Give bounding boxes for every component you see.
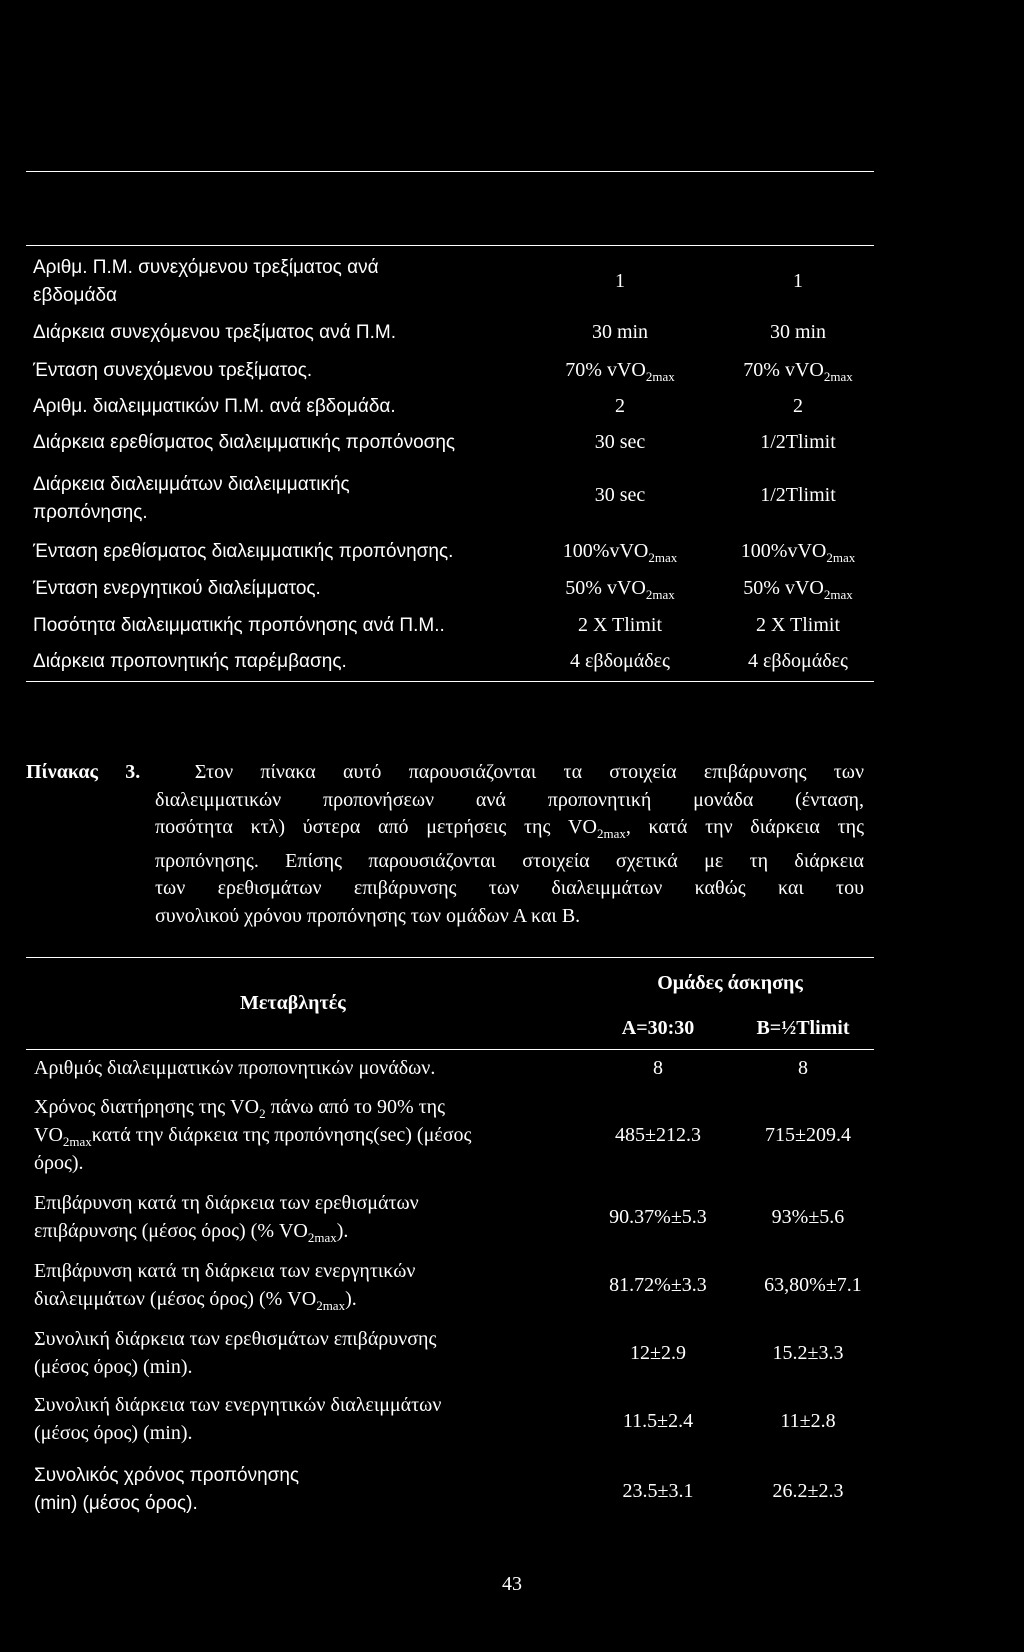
table1-row-label: Ένταση ερεθίσματος διαλειμματικής προπόνησης. bbox=[33, 541, 454, 562]
table1-row-label: Ποσότητα διαλειμματικής προπόνησης ανά Π.Μ.. bbox=[33, 615, 445, 636]
table1-cell-a: 1 bbox=[615, 270, 625, 292]
table2-cell-a: 23.5±3.1 bbox=[622, 1480, 694, 1502]
label-text: κατά την διάρκεια της προπόνησης(sec) (μέσος bbox=[91, 1124, 472, 1146]
caption-text: , κατά την διάρκεια της bbox=[625, 816, 864, 838]
table1-cell-a: 2 X Tlimit bbox=[577, 614, 663, 636]
subscript: 2max bbox=[823, 587, 853, 602]
table1-cell-a: 2 bbox=[615, 395, 625, 417]
caption-text: Στον πίνακα αυτό παρουσιάζονται τα στοιχεία επιβάρυνσης των bbox=[194, 761, 865, 783]
table2-row-label: Συνολική διάρκεια των ερεθισμάτων επιβάρυνσης bbox=[34, 1328, 437, 1350]
group-a-header: Α=30:30 bbox=[621, 1017, 695, 1039]
table2-cell-a: 81.72%±3.3 bbox=[609, 1274, 707, 1296]
caption-line bbox=[26, 759, 864, 787]
table2-cell-b: 8 bbox=[798, 1057, 808, 1079]
subscript: 2 bbox=[259, 1106, 266, 1121]
table1-row-label: Διάρκεια συνεχόμενου τρεξίματος ανά Π.Μ. bbox=[33, 322, 396, 343]
table1-row-label: Ένταση ενεργητικού διαλείμματος. bbox=[33, 578, 321, 599]
table1-row-label: Ένταση συνεχόμενου τρεξίματος. bbox=[33, 360, 313, 381]
value: 100%vVO bbox=[562, 540, 649, 562]
table-caption bbox=[26, 759, 864, 930]
label-text: ). bbox=[336, 1220, 349, 1242]
table2-cell-b: 15.2±3.3 bbox=[772, 1342, 844, 1364]
table1-cell-b: 30 min bbox=[769, 321, 827, 343]
value: 70% vVO bbox=[565, 359, 646, 381]
table1-cell-b: 1/2Tlimit bbox=[760, 431, 836, 453]
table1-cell-b: 1 bbox=[793, 270, 803, 292]
table2-row-label-cont bbox=[34, 1286, 357, 1319]
table1-cell-b: 1/2Tlimit bbox=[760, 484, 836, 506]
table2-cell-b: 715±209.4 bbox=[765, 1124, 851, 1146]
subscript: 2max bbox=[645, 369, 675, 384]
top-rule bbox=[26, 171, 874, 172]
caption-line: των ερεθισμάτων επιβάρυνσης των διαλειμμάτων καθώς και του bbox=[155, 877, 864, 899]
table1-cell-b bbox=[718, 538, 878, 571]
group-b-header: Β=½Tlimit bbox=[756, 1017, 850, 1039]
table1-row-label-cont: προπόνησης. bbox=[33, 502, 148, 523]
groups-header: Ομάδες άσκησης bbox=[657, 972, 803, 994]
table2-top-rule bbox=[26, 957, 874, 958]
table2-cell-a: 8 bbox=[653, 1057, 663, 1079]
table2-row-label-cont bbox=[34, 1218, 348, 1251]
subscript: 2max bbox=[823, 369, 853, 384]
label-text: Χρόνος διατήρησης της VO bbox=[34, 1096, 260, 1118]
label-text: πάνω από το 90% της bbox=[265, 1096, 446, 1118]
table1-cell-a: 30 sec bbox=[594, 431, 646, 453]
table1-cell-b bbox=[718, 575, 878, 608]
label-text: VO bbox=[34, 1124, 63, 1146]
value: 50% vVO bbox=[743, 577, 824, 599]
table1-cell-b: 2 X Tlimit bbox=[755, 614, 841, 636]
table2-row-label-cont: (μέσος όρος) (min). bbox=[34, 1356, 193, 1378]
table1-cell-a bbox=[540, 538, 700, 571]
table1-bottom-rule bbox=[26, 681, 874, 682]
table1-cell-a bbox=[540, 357, 700, 390]
table1-cell-a bbox=[540, 575, 700, 608]
subscript: 2max bbox=[596, 826, 626, 841]
table1-cell-b: 2 bbox=[793, 395, 803, 417]
label-text: διαλειμμάτων (μέσος όρος) (% VO bbox=[34, 1288, 317, 1310]
table1-cell-b bbox=[718, 357, 878, 390]
caption-line: συνολικού χρόνου προπόνησης των ομάδων Α και Β. bbox=[155, 904, 581, 927]
subscript: 2max bbox=[62, 1134, 92, 1149]
value: 100%vVO bbox=[740, 540, 827, 562]
table2-cell-b: 63,80%±7.1 bbox=[764, 1274, 862, 1296]
subscript: 2max bbox=[307, 1230, 337, 1245]
table1-row-label: Διάρκεια προπονητικής παρέμβασης. bbox=[33, 651, 347, 672]
table2-cell-a: 90.37%±5.3 bbox=[609, 1206, 707, 1228]
table2-cell-a: 485±212.3 bbox=[615, 1124, 701, 1146]
table2-row-label: Επιβάρυνση κατά τη διάρκεια των ενεργητικών bbox=[34, 1260, 416, 1282]
table1-cell-b: 4 εβδομάδες bbox=[748, 650, 848, 672]
table2-row-label-cont: όρος). bbox=[34, 1152, 84, 1174]
table1-row-label: Διάρκεια ερεθίσματος διαλειμματικής προπόνοσης bbox=[33, 432, 456, 453]
table1-top-rule bbox=[26, 245, 874, 246]
subscript: 2max bbox=[645, 587, 675, 602]
table2-row-label-cont: (min) (μέσος όρος). bbox=[34, 1493, 198, 1514]
table1-cell-a: 30 min bbox=[591, 321, 649, 343]
table1-row-label: Αριθμ. διαλειμματικών Π.Μ. ανά εβδομάδα. bbox=[33, 396, 396, 417]
caption-line: διαλειμματικών προπονήσεων ανά προπονητική μονάδα (ένταση, bbox=[155, 788, 864, 811]
label-text: επιβάρυνσης (μέσος όρος) (% VO bbox=[34, 1220, 308, 1242]
variables-header: Μεταβλητές bbox=[240, 992, 346, 1014]
table2-cell-b: 93%±5.6 bbox=[771, 1206, 845, 1228]
table1-row-label: Διάρκεια διαλειμμάτων διαλειμματικής bbox=[33, 474, 350, 495]
table1-cell-a: 4 εβδομάδες bbox=[570, 650, 670, 672]
caption-text: ποσότητα κτλ) ύστερα από μετρήσεις της VO bbox=[155, 816, 597, 838]
table2-row-label: Συνολικός χρόνος προπόνησης bbox=[34, 1465, 300, 1486]
table2-cell-a: 11.5±2.4 bbox=[622, 1410, 694, 1432]
table2-cell-a: 12±2.9 bbox=[630, 1342, 686, 1364]
table2-cell-b: 11±2.8 bbox=[780, 1410, 836, 1432]
caption-line bbox=[26, 814, 864, 848]
table2-row-label-cont: (μέσος όρος) (min). bbox=[34, 1422, 193, 1444]
subscript: 2max bbox=[826, 550, 856, 565]
table2-row-label: Συνολική διάρκεια των ενεργητικών διαλειμμάτων bbox=[34, 1394, 442, 1416]
value: 50% vVO bbox=[565, 577, 646, 599]
caption-line: προπόνησης. Επίσης παρουσιάζονται στοιχεία σχετικά με τη διάρκεια bbox=[155, 849, 864, 872]
table2-row-label: Αριθμός διαλειμματικών προπονητικών μονάδων. bbox=[34, 1057, 436, 1079]
table1-row-label: Αριθμ. Π.Μ. συνεχόμενου τρεξίματος ανά bbox=[33, 257, 379, 278]
subscript: 2max bbox=[316, 1298, 346, 1313]
table1-cell-a: 30 sec bbox=[594, 484, 646, 506]
label-text: ). bbox=[345, 1288, 357, 1310]
table2-cell-b: 26.2±2.3 bbox=[772, 1480, 844, 1502]
caption-label: Πίνακας 3. bbox=[26, 761, 141, 783]
value: 70% vVO bbox=[743, 359, 824, 381]
table2-row-label-cont bbox=[34, 1122, 471, 1155]
subscript: 2max bbox=[648, 550, 678, 565]
table1-row-label-cont: εβδομάδα bbox=[33, 285, 118, 306]
table2-row-label: Επιβάρυνση κατά τη διάρκεια των ερεθισμάτων bbox=[34, 1192, 419, 1214]
page-number: 43 bbox=[502, 1573, 522, 1595]
table2-header-rule bbox=[26, 1049, 874, 1050]
